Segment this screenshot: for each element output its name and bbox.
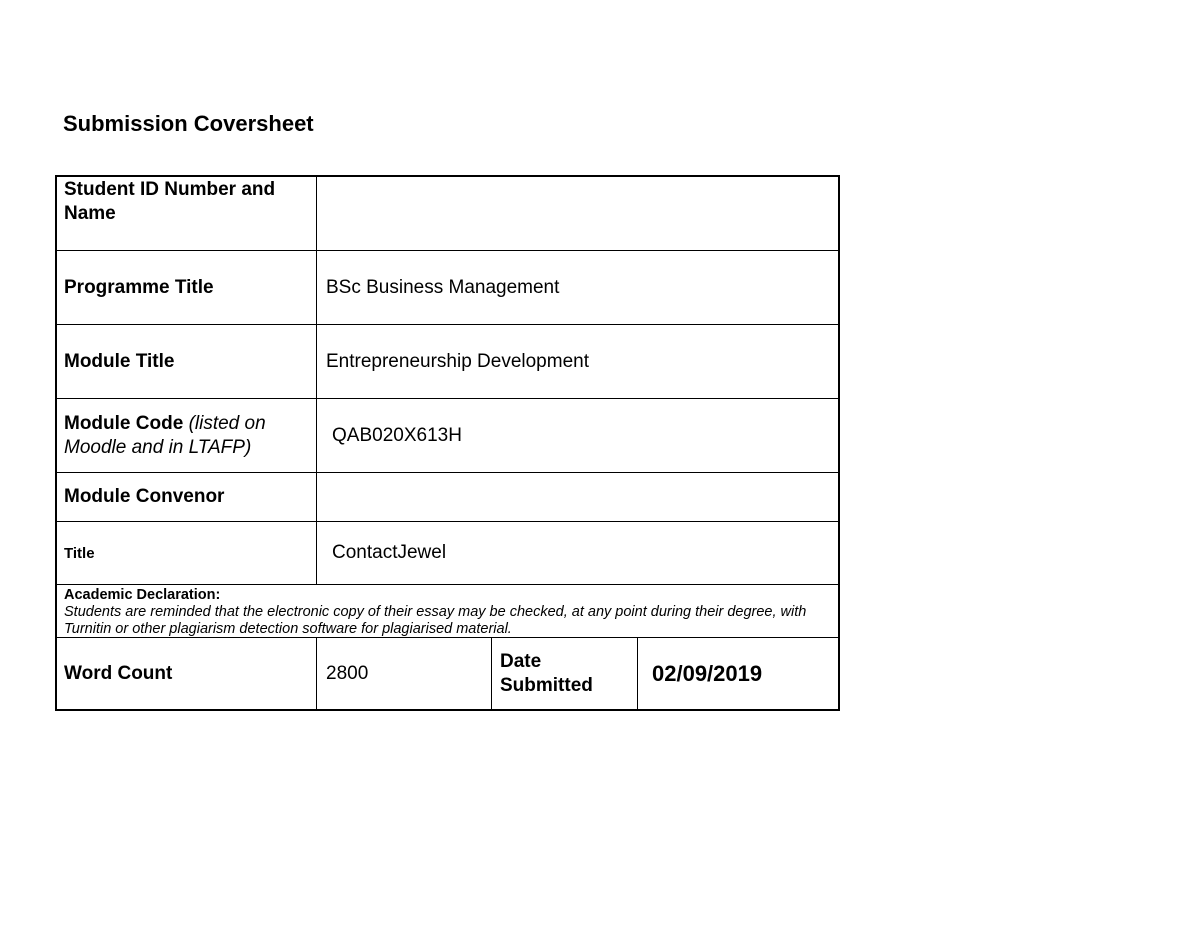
row-academic-declaration <box>57 585 838 638</box>
module-convenor-label-cell <box>57 473 317 521</box>
title-label: Title <box>64 544 95 562</box>
coversheet-table <box>55 175 840 711</box>
row-programme-title <box>57 251 838 325</box>
student-id-label-cell <box>57 177 317 250</box>
title-field[interactable] <box>317 522 838 584</box>
row-module-code <box>57 399 838 473</box>
academic-declaration <box>57 585 838 638</box>
word-count-label: Word Count <box>64 662 173 684</box>
word-count-label-cell <box>57 638 317 709</box>
module-convenor-field[interactable] <box>317 473 838 521</box>
programme-title-label-cell <box>57 251 317 324</box>
programme-title-field[interactable] <box>317 251 838 324</box>
module-title-field[interactable] <box>317 325 838 398</box>
page-title: Submission Coversheet <box>63 111 314 136</box>
title-value: ContactJewel <box>332 542 447 563</box>
module-title-label-cell <box>57 325 317 398</box>
title-label-cell <box>57 522 317 584</box>
date-submitted-label: Date Submitted <box>500 650 593 696</box>
declaration-text: Students are reminded that the electronic copy of their essay may be checked, at any point during their degree, with Turnitin or other plagiarism detection software for plagiarised material. <box>64 604 807 637</box>
row-module-convenor <box>57 473 838 522</box>
declaration-heading: Academic Declaration: <box>64 587 221 603</box>
student-id-field[interactable] <box>317 177 838 250</box>
row-word-count <box>57 638 838 709</box>
programme-title-value: BSc Business Management <box>326 276 560 298</box>
row-student-id <box>57 177 838 251</box>
module-title-value: Entrepreneurship Development <box>326 350 589 372</box>
word-count-value: 2800 <box>326 662 369 684</box>
module-code-label: Module Code <box>64 412 184 434</box>
row-module-title <box>57 325 838 399</box>
module-code-value: QAB020X613H <box>332 424 462 446</box>
module-title-label: Module Title <box>64 350 175 372</box>
row-title <box>57 522 838 585</box>
programme-title-label: Programme Title <box>64 276 214 298</box>
student-id-label: Student ID Number and Name <box>64 179 276 224</box>
date-submitted-label-cell <box>492 638 638 709</box>
module-code-label-block <box>64 412 304 460</box>
module-code-label-cell <box>57 399 317 472</box>
date-submitted-value: 02/09/2019 <box>652 660 763 686</box>
date-submitted-field[interactable] <box>638 638 838 709</box>
module-convenor-label: Module Convenor <box>64 486 225 507</box>
word-count-field[interactable] <box>317 638 492 709</box>
module-code-note: (listed on Moodle and in LTAFP) <box>64 412 266 458</box>
module-code-field[interactable] <box>317 399 838 472</box>
